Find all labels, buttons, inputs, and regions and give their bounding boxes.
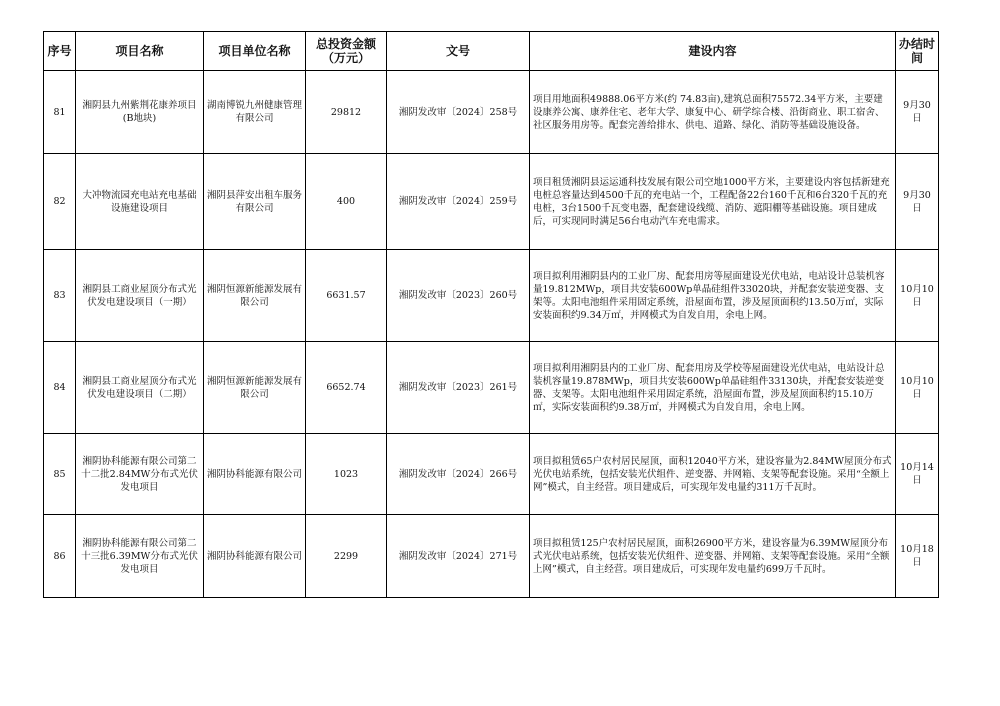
header-content: 建设内容 <box>530 32 896 71</box>
cell-investment: 6631.57 <box>306 250 387 342</box>
project-approval-table <box>43 31 939 598</box>
cell-content: 项目拟利用湘阴县内的工业厂房、配套用房等屋面建设光伏电站，电站设计总装机容量19.812MWp，项目共安装600Wp单晶硅组件33020块，并配套安装逆变器、支架等。太阳电池组件采用固定系统，沿屋面布置，涉及屋顶面积约13.50万㎡，实际安装面积约9.34万㎡，并网模式为自发自用，余电上网。 <box>530 250 896 342</box>
header-seq: 序号 <box>44 32 76 71</box>
cell-investment: 29812 <box>306 71 387 154</box>
cell-completed: 10月10日 <box>896 342 939 434</box>
cell-completed: 10月14日 <box>896 434 939 515</box>
cell-seq: 81 <box>44 71 76 154</box>
cell-content: 项目拟租赁65户农村居民屋顶，面积12040平方米，建设容量为2.84MW屋顶分布式光伏电站系统，包括安装光伏组件、逆变器、并网箱、支架等配套设施。采用“全额上网”模式，自主经营。项目建成后，可实现年发电量约311万千瓦时。 <box>530 434 896 515</box>
cell-project-unit: 湘阴恒源新能源发展有限公司 <box>204 250 306 342</box>
cell-doc-no: 湘阴发改审〔2024〕271号 <box>387 515 530 598</box>
cell-project-name: 湘阴协科能源有限公司第二十二批2.84MW分布式光伏发电项目 <box>76 434 204 515</box>
table-row <box>44 250 939 342</box>
header-doc-no: 文号 <box>387 32 530 71</box>
cell-investment: 400 <box>306 154 387 250</box>
cell-doc-no: 湘阴发改审〔2024〕258号 <box>387 71 530 154</box>
cell-seq: 86 <box>44 515 76 598</box>
cell-content: 项目租赁湘阴县运运通科技发展有限公司空地1000平方米，主要建设内容包括新建充电桩总容量达到4500千瓦的充电站一个，工程配备22台160千瓦和6台320千瓦的充电桩，3台1500千瓦变电器，配套建设线缆、消防、遮阳棚等基础设施。项目建成后，可实现同时满足56台电动汽车充电需求。 <box>530 154 896 250</box>
header-project-unit: 项目单位名称 <box>204 32 306 71</box>
cell-project-unit: 湘阴县萍安出租车服务有限公司 <box>204 154 306 250</box>
cell-investment: 1023 <box>306 434 387 515</box>
cell-doc-no: 湘阴发改审〔2023〕260号 <box>387 250 530 342</box>
cell-completed: 10月10日 <box>896 250 939 342</box>
cell-project-name: 湘阴县工商业屋顶分布式光伏发电建设项目（一期） <box>76 250 204 342</box>
table-row <box>44 515 939 598</box>
header-row <box>44 32 939 71</box>
table-row <box>44 154 939 250</box>
cell-project-name: 大冲物流园充电站充电基础设施建设项目 <box>76 154 204 250</box>
cell-seq: 84 <box>44 342 76 434</box>
header-completed: 办结时间 <box>896 32 939 71</box>
cell-investment: 2299 <box>306 515 387 598</box>
cell-project-unit: 湘阴协科能源有限公司 <box>204 434 306 515</box>
table-row <box>44 342 939 434</box>
cell-doc-no: 湘阴发改审〔2024〕259号 <box>387 154 530 250</box>
cell-seq: 83 <box>44 250 76 342</box>
table-row <box>44 434 939 515</box>
cell-doc-no: 湘阴发改审〔2023〕261号 <box>387 342 530 434</box>
cell-completed: 9月30日 <box>896 154 939 250</box>
cell-project-unit: 湘阴协科能源有限公司 <box>204 515 306 598</box>
cell-project-name: 湘阴县工商业屋顶分布式光伏发电建设项目（二期） <box>76 342 204 434</box>
header-project-name: 项目名称 <box>76 32 204 71</box>
cell-project-name: 湘阴协科能源有限公司第二十三批6.39MW分布式光伏发电项目 <box>76 515 204 598</box>
cell-project-unit: 湖南博锐九州健康管理有限公司 <box>204 71 306 154</box>
cell-investment: 6652.74 <box>306 342 387 434</box>
cell-content: 项目拟租赁125户农村居民屋顶，面积26900平方米，建设容量为6.39MW屋顶分布式光伏电站系统，包括安装光伏组件、逆变器、并网箱、支架等配套设施。采用“全额上网”模式，自主经营。项目建成后，可实现年发电量约699万千瓦时。 <box>530 515 896 598</box>
cell-completed: 9月30日 <box>896 71 939 154</box>
cell-seq: 82 <box>44 154 76 250</box>
cell-content: 项目拟利用湘阴县内的工业厂房、配套用房及学校等屋面建设光伏电站，电站设计总装机容量19.878MWp，项目共安装600Wp单晶硅组件33130块，并配套安装逆变器、支架等。太阳电池组件采用固定系统，沿屋面布置，涉及屋顶面积约15.10万㎡，实际安装面积约9.38万㎡，并网模式为自发自用，余电上网。 <box>530 342 896 434</box>
cell-doc-no: 湘阴发改审〔2024〕266号 <box>387 434 530 515</box>
cell-seq: 85 <box>44 434 76 515</box>
cell-project-unit: 湘阴恒源新能源发展有限公司 <box>204 342 306 434</box>
cell-content: 项目用地面积49888.06平方米(约 74.83亩),建筑总面积75572.34平方米，主要建设康养公寓、康养住宅、老年大学、康复中心、研学综合楼、沿街商业、职工宿舍、社区服务用房等。配套完善给排水、供电、道路、绿化、消防等基础设施设备。 <box>530 71 896 154</box>
table-row <box>44 71 939 154</box>
cell-completed: 10月18日 <box>896 515 939 598</box>
cell-project-name: 湘阴县九州紫荆花康养项目(B地块) <box>76 71 204 154</box>
header-investment: 总投资金额（万元） <box>306 32 387 71</box>
